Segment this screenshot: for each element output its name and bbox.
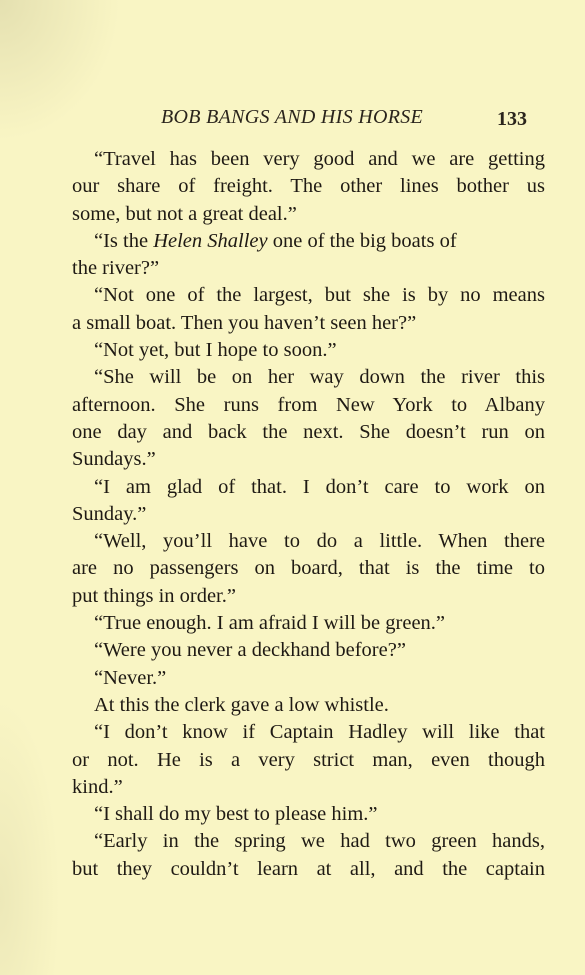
text-line: some, but not a great deal.” (72, 202, 297, 225)
text-line: are no passengers on board, that is the time to (72, 557, 545, 580)
text-line: “I shall do my best to please him.” (94, 803, 378, 826)
text-line: “Not yet, but I hope to soon.” (94, 339, 337, 362)
running-head (0, 106, 585, 134)
text-line: “Not one of the largest, but she is by no means (94, 284, 545, 307)
text-line: “Well, you’ll have to do a little. When there (94, 530, 545, 553)
text-line: a small boat. Then you haven’t seen her?” (72, 311, 417, 334)
text-line: one day and back the next. She doesn’t run on (72, 420, 545, 443)
text-line: kind.” (72, 775, 123, 798)
text-line: “Never.” (94, 666, 167, 689)
text-segment: “Is the (94, 229, 154, 252)
text-segment: one of the big boats of (267, 229, 457, 252)
text-line: “She will be on her way down the river this (94, 366, 545, 389)
text-line: afternoon. She runs from New York to Albany (72, 393, 545, 416)
page-number: 133 (497, 108, 527, 130)
text-line: “Early in the spring we had two green hands, (94, 830, 545, 853)
text-line: put things in order.” (72, 584, 236, 607)
text-line: “True enough. I am afraid I will be green.” (94, 612, 446, 635)
running-title: BOB BANGS AND HIS HORSE (161, 106, 424, 128)
text-line: “I am glad of that. I don’t care to work on (94, 475, 545, 498)
text-line: the river?” (72, 257, 160, 280)
text-line: Sundays.” (72, 448, 156, 471)
text-line: “Travel has been very good and we are getting (94, 148, 545, 170)
text-line (72, 228, 545, 255)
text-line: “I don’t know if Captain Hadley will like that (94, 721, 545, 744)
text-line: Sunday.” (72, 502, 147, 525)
text-line: At this the clerk gave a low whistle. (94, 693, 389, 716)
text-line: but they couldn’t learn at all, and the captain (72, 857, 545, 880)
body-text (72, 146, 545, 883)
text-line: our share of freight. The other lines bother us (72, 175, 545, 198)
text-line: or not. He is a very strict man, even though (72, 748, 545, 771)
text-line: “Were you never a deckhand before?” (94, 639, 406, 662)
boat-name-italic: Helen Shalley (153, 229, 268, 252)
